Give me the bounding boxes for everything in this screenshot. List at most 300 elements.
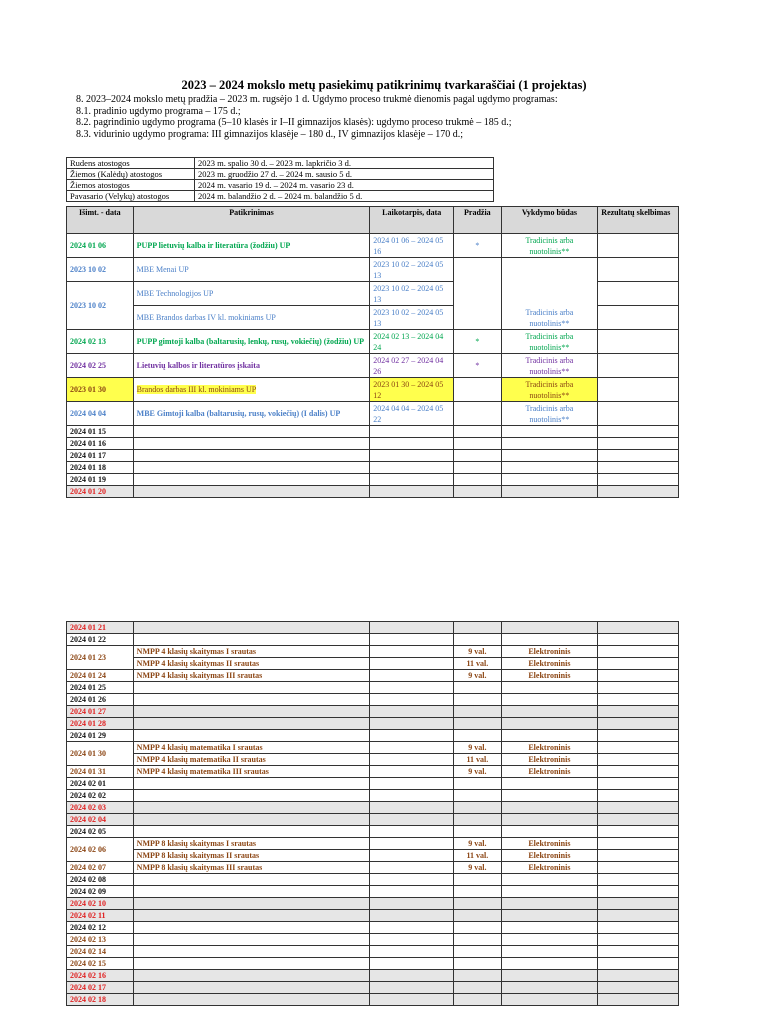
table-row [67, 462, 679, 474]
cell [501, 934, 598, 946]
cell [501, 486, 598, 498]
cell [501, 970, 598, 982]
row-date: 2024 02 15 [67, 958, 134, 970]
cell [501, 450, 598, 462]
header-laikotarpis: Laikotarpis, data [370, 207, 454, 234]
cell [133, 874, 370, 886]
row-date: 2024 02 09 [67, 886, 134, 898]
cell [133, 718, 370, 730]
table-row [67, 438, 679, 450]
cell [598, 462, 679, 474]
row-date: 2024 02 03 [67, 802, 134, 814]
table-row [67, 922, 679, 934]
cell [133, 970, 370, 982]
table-row [67, 158, 494, 169]
schedule-table-2 [66, 621, 679, 1006]
table-row [67, 258, 679, 282]
exam-results [598, 258, 679, 282]
table-row [67, 718, 679, 730]
holiday-name: Rudens atostogos [67, 158, 195, 169]
cell [454, 826, 501, 838]
cell [370, 970, 454, 982]
exam-start: 9 val. [454, 646, 501, 658]
table-row [67, 874, 679, 886]
cell [133, 802, 370, 814]
header-rezultatu: Rezultatų skelbimas [598, 207, 679, 234]
table-row [67, 754, 679, 766]
cell [133, 790, 370, 802]
cell [598, 862, 679, 874]
cell [370, 886, 454, 898]
row-date: 2024 02 12 [67, 922, 134, 934]
cell [598, 922, 679, 934]
cell [598, 898, 679, 910]
exam-name: NMPP 4 klasių matematika II srautas [133, 754, 370, 766]
row-date: 2024 01 18 [67, 462, 134, 474]
cell [501, 886, 598, 898]
exam-start: 11 val. [454, 658, 501, 670]
exam-name: NMPP 8 klasių skaitymas III srautas [133, 862, 370, 874]
cell [598, 742, 679, 754]
cell [501, 814, 598, 826]
exam-results [598, 354, 679, 378]
cell [133, 886, 370, 898]
cell [370, 474, 454, 486]
exam-name-text: Brandos darbas III kl. mokiniams UP [136, 385, 257, 394]
cell [454, 982, 501, 994]
cell [454, 886, 501, 898]
row-date: 2024 02 02 [67, 790, 134, 802]
cell [454, 910, 501, 922]
exam-start: 9 val. [454, 766, 501, 778]
cell [133, 622, 370, 634]
cell [501, 474, 598, 486]
table-row [67, 694, 679, 706]
exam-mode: Elektroninis [501, 862, 598, 874]
intro-line: 8.3. vidurinio ugdymo programa: III gimnazijos klasėje – 180 d., IV gimnazijos klasėje – 170 d.; [76, 128, 463, 140]
intro-line: 8. 2023–2024 mokslo metų pradžia – 2023 m. rugsėjo 1 d. Ugdymo proceso trukmė dienomis pagal ugdymo programas: [76, 94, 558, 105]
table-row [67, 826, 679, 838]
cell [370, 694, 454, 706]
exam-period: 2024 02 27 – 2024 04 26 [370, 354, 454, 378]
table-row [67, 378, 679, 402]
cell [501, 958, 598, 970]
exam-results [598, 330, 679, 354]
table-row [67, 354, 679, 378]
table-row [67, 766, 679, 778]
table-row [67, 886, 679, 898]
cell [501, 898, 598, 910]
cell [501, 790, 598, 802]
exam-mode: Elektroninis [501, 838, 598, 850]
cell [370, 730, 454, 742]
row-date: 2024 01 26 [67, 694, 134, 706]
cell [370, 850, 454, 862]
cell [598, 730, 679, 742]
holiday-period: 2023 m. spalio 30 d. – 2023 m. lapkričio 3 d. [195, 158, 494, 169]
exam-mode: Tradicinis arba nuotolinis** [501, 330, 598, 354]
cell [598, 450, 679, 462]
holiday-name: Pavasario (Velykų) atostogos [67, 191, 195, 202]
cell [370, 910, 454, 922]
exam-name: NMPP 8 klasių skaitymas II srautas [133, 850, 370, 862]
cell [370, 706, 454, 718]
cell [598, 850, 679, 862]
exam-name: PUPP gimtoji kalba (baltarusių, lenkų, rusų, vokiečių) (žodžiu) UP [133, 330, 370, 354]
table-row [67, 670, 679, 682]
cell [370, 634, 454, 646]
cell [501, 778, 598, 790]
cell [598, 754, 679, 766]
header-date: Išimt. - data [67, 207, 134, 234]
table-row [67, 814, 679, 826]
cell [133, 486, 370, 498]
row-date: 2023 01 30 [67, 378, 134, 402]
cell [501, 718, 598, 730]
cell [598, 694, 679, 706]
exam-start: 9 val. [454, 742, 501, 754]
row-date: 2024 01 17 [67, 450, 134, 462]
table-row [67, 910, 679, 922]
cell [598, 474, 679, 486]
exam-period: 2023 10 02 – 2024 05 13 [370, 306, 454, 330]
row-date: 2024 02 08 [67, 874, 134, 886]
cell [133, 438, 370, 450]
exam-name: MBE Gimtoji kalba (baltarusių, rusų, vokiečių) (I dalis) UP [133, 402, 370, 426]
cell [501, 946, 598, 958]
cell [454, 874, 501, 886]
row-date: 2024 04 04 [67, 402, 134, 426]
cell [133, 634, 370, 646]
table-row [67, 622, 679, 634]
exam-name: MBE Brandos darbas IV kl. mokiniams UP [133, 306, 370, 330]
cell [598, 826, 679, 838]
cell [370, 778, 454, 790]
table-row [67, 646, 679, 658]
cell [454, 934, 501, 946]
table-row [67, 330, 679, 354]
cell [598, 682, 679, 694]
cell [454, 958, 501, 970]
exam-results [598, 378, 679, 402]
table-row [67, 486, 679, 498]
exam-results [598, 306, 679, 330]
cell [454, 802, 501, 814]
cell [370, 874, 454, 886]
exam-period: 2024 02 13 – 2024 04 24 [370, 330, 454, 354]
cell [370, 486, 454, 498]
row-date: 2024 02 14 [67, 946, 134, 958]
row-date: 2024 01 16 [67, 438, 134, 450]
row-date: 2024 02 13 [67, 330, 134, 354]
table-row [67, 450, 679, 462]
exam-start: 9 val. [454, 838, 501, 850]
cell [598, 718, 679, 730]
cell [133, 694, 370, 706]
exam-name: NMPP 4 klasių skaitymas II srautas [133, 658, 370, 670]
cell [454, 970, 501, 982]
exam-period: 2024 04 04 – 2024 05 22 [370, 402, 454, 426]
exam-start [454, 402, 501, 426]
cell [133, 922, 370, 934]
cell [454, 730, 501, 742]
holidays-table [66, 157, 494, 202]
row-date: 2024 01 21 [67, 622, 134, 634]
exam-results [598, 402, 679, 426]
row-date: 2024 01 27 [67, 706, 134, 718]
exam-name: MBE Menai UP [133, 258, 370, 282]
exam-start: 11 val. [454, 754, 501, 766]
cell [501, 994, 598, 1006]
table-row [67, 742, 679, 754]
holiday-period: 2024 m. balandžio 2 d. – 2024 m. balandžio 5 d. [195, 191, 494, 202]
table-row [67, 730, 679, 742]
cell [370, 922, 454, 934]
row-date: 2024 01 24 [67, 670, 134, 682]
cell [370, 646, 454, 658]
exam-start: * [454, 330, 501, 354]
cell [370, 426, 454, 438]
table-row [67, 402, 679, 426]
cell [598, 802, 679, 814]
cell [454, 486, 501, 498]
cell [133, 994, 370, 1006]
table-row [67, 838, 679, 850]
row-date: 2024 01 22 [67, 634, 134, 646]
cell [598, 646, 679, 658]
exam-mode: Elektroninis [501, 742, 598, 754]
cell [133, 730, 370, 742]
cell [370, 826, 454, 838]
cell [598, 622, 679, 634]
cell [501, 426, 598, 438]
exam-mode: Elektroninis [501, 658, 598, 670]
cell [133, 826, 370, 838]
exam-mode: Tradicinis arba nuotolinis** [501, 258, 598, 330]
cell [598, 946, 679, 958]
row-date: 2024 01 23 [67, 646, 134, 670]
cell [598, 934, 679, 946]
exam-mode: Elektroninis [501, 670, 598, 682]
holiday-period: 2023 m. gruodžio 27 d. – 2024 m. sausio 5 d. [195, 169, 494, 180]
cell [501, 910, 598, 922]
cell [370, 946, 454, 958]
cell [370, 934, 454, 946]
cell [454, 634, 501, 646]
row-date: 2023 10 02 [67, 282, 134, 330]
table-row [67, 169, 494, 180]
cell [454, 778, 501, 790]
cell [370, 754, 454, 766]
cell [133, 982, 370, 994]
table-header-row [67, 207, 679, 234]
exam-results [598, 234, 679, 258]
cell [454, 706, 501, 718]
cell [598, 814, 679, 826]
cell [370, 682, 454, 694]
exam-mode: Tradicinis arba nuotolinis** [501, 402, 598, 426]
exam-name: NMPP 4 klasių skaitymas III srautas [133, 670, 370, 682]
cell [454, 898, 501, 910]
cell [598, 838, 679, 850]
cell [501, 874, 598, 886]
cell [598, 634, 679, 646]
table-row [67, 778, 679, 790]
cell [598, 486, 679, 498]
cell [598, 778, 679, 790]
row-date: 2024 02 01 [67, 778, 134, 790]
cell [454, 682, 501, 694]
cell [370, 994, 454, 1006]
exam-mode: Elektroninis [501, 646, 598, 658]
cell [370, 462, 454, 474]
cell [501, 706, 598, 718]
cell [133, 706, 370, 718]
row-date: 2024 02 13 [67, 934, 134, 946]
cell [133, 778, 370, 790]
row-date: 2024 01 20 [67, 486, 134, 498]
row-date: 2024 02 11 [67, 910, 134, 922]
exam-mode: Elektroninis [501, 766, 598, 778]
cell [598, 874, 679, 886]
cell [370, 766, 454, 778]
cell [370, 622, 454, 634]
table-row [67, 850, 679, 862]
holiday-name: Žiemos (Kalėdų) atostogos [67, 169, 195, 180]
table-row [67, 982, 679, 994]
row-date: 2024 02 25 [67, 354, 134, 378]
table-row [67, 862, 679, 874]
row-date: 2024 01 30 [67, 742, 134, 766]
cell [133, 426, 370, 438]
exam-name: NMPP 4 klasių matematika I srautas [133, 742, 370, 754]
cell [133, 934, 370, 946]
exam-start: 9 val. [454, 862, 501, 874]
exam-start [454, 258, 501, 330]
cell [501, 682, 598, 694]
row-date: 2024 02 16 [67, 970, 134, 982]
row-date: 2024 01 19 [67, 474, 134, 486]
intro-text [76, 94, 558, 140]
cell [454, 814, 501, 826]
cell [501, 802, 598, 814]
cell [598, 426, 679, 438]
cell [133, 946, 370, 958]
cell [454, 450, 501, 462]
cell [370, 958, 454, 970]
cell [370, 814, 454, 826]
table-row [67, 958, 679, 970]
exam-start: 9 val. [454, 670, 501, 682]
table-row [67, 934, 679, 946]
cell [454, 790, 501, 802]
cell [501, 922, 598, 934]
table-row [67, 658, 679, 670]
cell [370, 982, 454, 994]
cell [501, 438, 598, 450]
cell [454, 718, 501, 730]
exam-mode: Tradicinis arba nuotolinis** [501, 354, 598, 378]
cell [370, 898, 454, 910]
exam-period: 2023 10 02 – 2024 05 13 [370, 258, 454, 282]
cell [454, 922, 501, 934]
row-date: 2024 02 17 [67, 982, 134, 994]
row-date: 2024 01 29 [67, 730, 134, 742]
holiday-period: 2024 m. vasario 19 d. – 2024 m. vasario 23 d. [195, 180, 494, 191]
exam-start: * [454, 354, 501, 378]
cell [501, 982, 598, 994]
cell [370, 838, 454, 850]
row-date: 2024 02 07 [67, 862, 134, 874]
table-row [67, 802, 679, 814]
table-row [67, 634, 679, 646]
exam-period: 2024 01 06 – 2024 05 16 [370, 234, 454, 258]
table-row [67, 946, 679, 958]
exam-name [133, 378, 370, 402]
exam-name: NMPP 4 klasių skaitymas I srautas [133, 646, 370, 658]
header-pradzia: Pradžia [454, 207, 501, 234]
exam-name: Lietuvių kalbos ir literatūros įskaita [133, 354, 370, 378]
row-date: 2023 10 02 [67, 258, 134, 282]
cell [501, 826, 598, 838]
table-row [67, 474, 679, 486]
cell [370, 658, 454, 670]
cell [454, 438, 501, 450]
cell [598, 994, 679, 1006]
row-date: 2024 01 28 [67, 718, 134, 730]
table-row [67, 191, 494, 202]
cell [370, 742, 454, 754]
cell [454, 426, 501, 438]
row-date: 2024 01 06 [67, 234, 134, 258]
table-row [67, 994, 679, 1006]
cell [370, 802, 454, 814]
row-date: 2024 01 15 [67, 426, 134, 438]
cell [133, 898, 370, 910]
cell [133, 682, 370, 694]
cell [598, 958, 679, 970]
row-date: 2024 02 10 [67, 898, 134, 910]
cell [133, 474, 370, 486]
row-date: 2024 01 25 [67, 682, 134, 694]
cell [598, 886, 679, 898]
cell [598, 970, 679, 982]
cell [598, 438, 679, 450]
cell [370, 790, 454, 802]
intro-line: 8.2. pagrindinio ugdymo programa (5–10 klasės ir I–II gimnazijos klasės): ugdymo proceso trukmė – 185 d.; [76, 117, 512, 129]
exam-start: * [454, 234, 501, 258]
page-title: 2023 – 2024 mokslo metų pasiekimų patikrinimų tvarkaraščiai (1 projektas) [181, 78, 587, 92]
table-row [67, 180, 494, 191]
exam-mode: Tradicinis arba nuotolinis** [501, 234, 598, 258]
table-row [67, 682, 679, 694]
exam-period: 2023 10 02 – 2024 05 13 [370, 282, 454, 306]
cell [501, 634, 598, 646]
row-date: 2024 01 31 [67, 766, 134, 778]
cell [454, 462, 501, 474]
cell [133, 450, 370, 462]
cell [454, 994, 501, 1006]
cell [501, 730, 598, 742]
holiday-name: Žiemos atostogos [67, 180, 195, 191]
exam-name: PUPP lietuvių kalba ir literatūra (žodžiu) UP [133, 234, 370, 258]
table-row [67, 426, 679, 438]
cell [598, 658, 679, 670]
cell [598, 790, 679, 802]
cell [370, 670, 454, 682]
exam-start [454, 378, 501, 402]
table-row [67, 898, 679, 910]
